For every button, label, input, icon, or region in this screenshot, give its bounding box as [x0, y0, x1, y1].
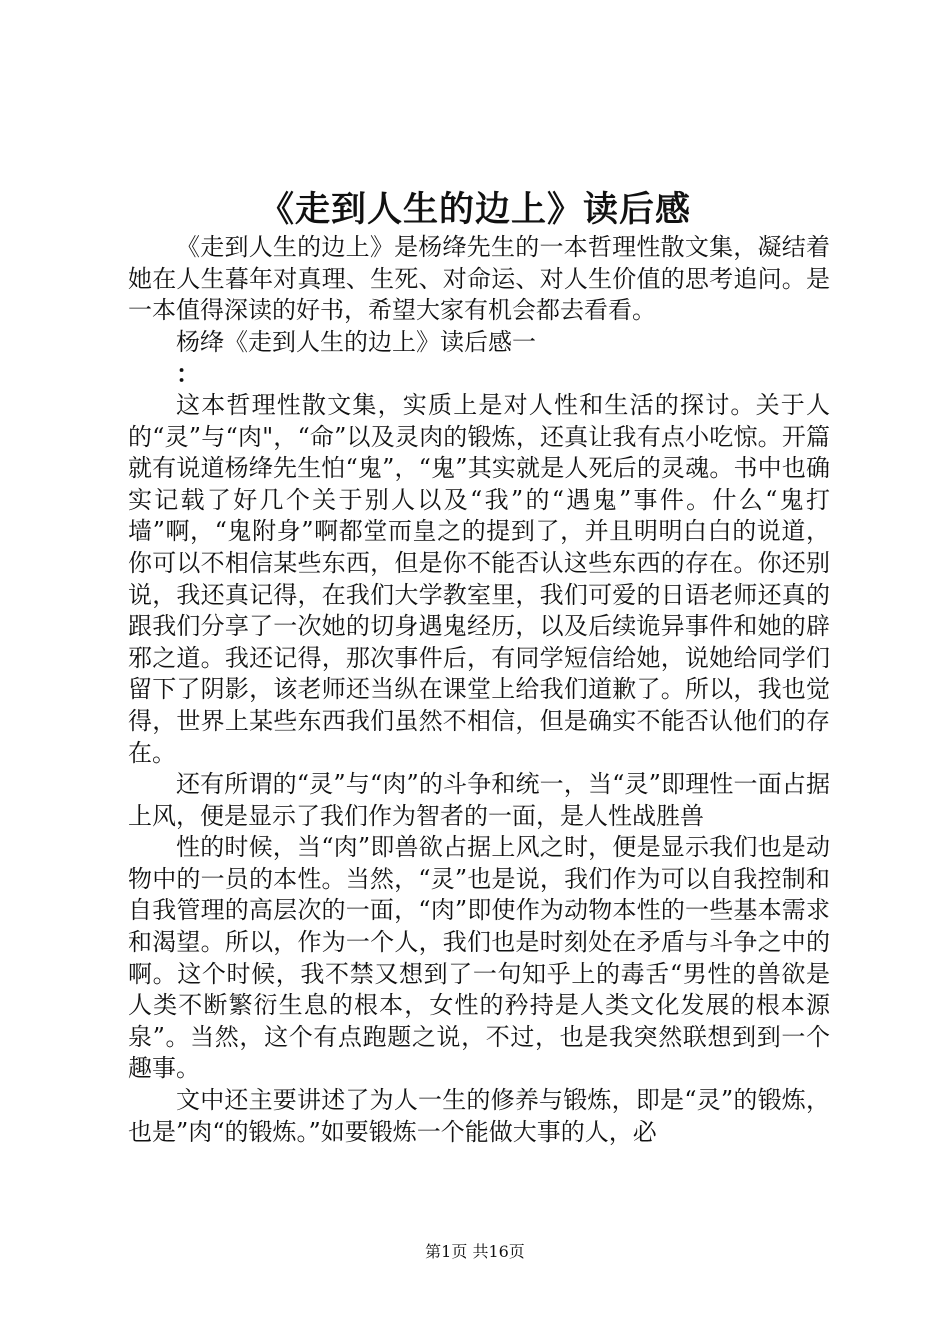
paragraph-body-3: 性的时候，当“肉”即兽欲占据上风之时，便是显示我们也是动物中的一员的本性。当然，“灵”也是说，我们作为可以自我控制和自我管理的高层次的一面，“肉”即使作为动物本性的一些基本需求和渴望。所以，作为一个人，我们也是时刻处在矛盾与斗争之中的啊。这个时候，我不禁又想到了一句知乎上的毒舌“男性的兽欲是人类不断繁衍生息的根本，女性的矜持是人类文化发展的根本源泉”。当然，这个有点跑题之说，不过，也是我突然联想到到一个趣事。 — [128, 833, 830, 1083]
paragraph-body-2: 还有所谓的“灵”与“肉”的斗争和统一，当“灵”即理性一面占据上风，便是显示了我们作为智者的一面，是人性战胜兽 — [128, 770, 830, 830]
document-body — [128, 232, 830, 1148]
paragraph-body-4: 文中还主要讲述了为人一生的修养与锻炼，即是“灵”的锻炼，也是”肉“的锻炼。”如要锻炼一个能做大事的人，必 — [128, 1086, 830, 1146]
paragraph-intro: 《走到人生的边上》是杨绛先生的一本哲理性散文集，凝结着她在人生暮年对真理、生死、对命运、对人生价值的思考追问。是一本值得深读的好书，希望大家有机会都去看看。 — [128, 233, 830, 325]
document-title: 《走到人生的边上》读后感 — [258, 189, 691, 230]
page-number-footer: 第1页 共16页 — [425, 1242, 525, 1261]
paragraph-body-1: 这本哲理性散文集，实质上是对人性和生活的探讨。关于人的“灵”与“肉"，“命”以及灵肉的锻炼，还真让我有点小吃惊。开篇就有说道杨绛先生怕“鬼”，“鬼”其实就是人死后的灵魂。书中也确实记载了好几个关于别人以及“我”的“遇鬼”事件。什么“鬼打墙”啊，“鬼附身”啊都堂而皇之的提到了，并且明明白白的说道，你可以不相信某些东西，但是你不能否认这些东西的存在。你还别说，我还真记得，在我们大学教室里，我们可爱的日语老师还真的跟我们分享了一次她的切身遇鬼经历，以及后续诡异事件和她的辟邪之道。我还记得，那次事件后，有同学短信给她，说她给同学们留下了阴影，该老师还当纵在课堂上给我们道歉了。所以，我也觉得，世界上某些东西我们虽然不相信，但是确实不能否认他们的存在。 — [128, 390, 830, 767]
paragraph-subheading: 杨绛《走到人生的边上》读后感一 — [176, 327, 536, 356]
subheading-colon: ： — [176, 359, 200, 389]
